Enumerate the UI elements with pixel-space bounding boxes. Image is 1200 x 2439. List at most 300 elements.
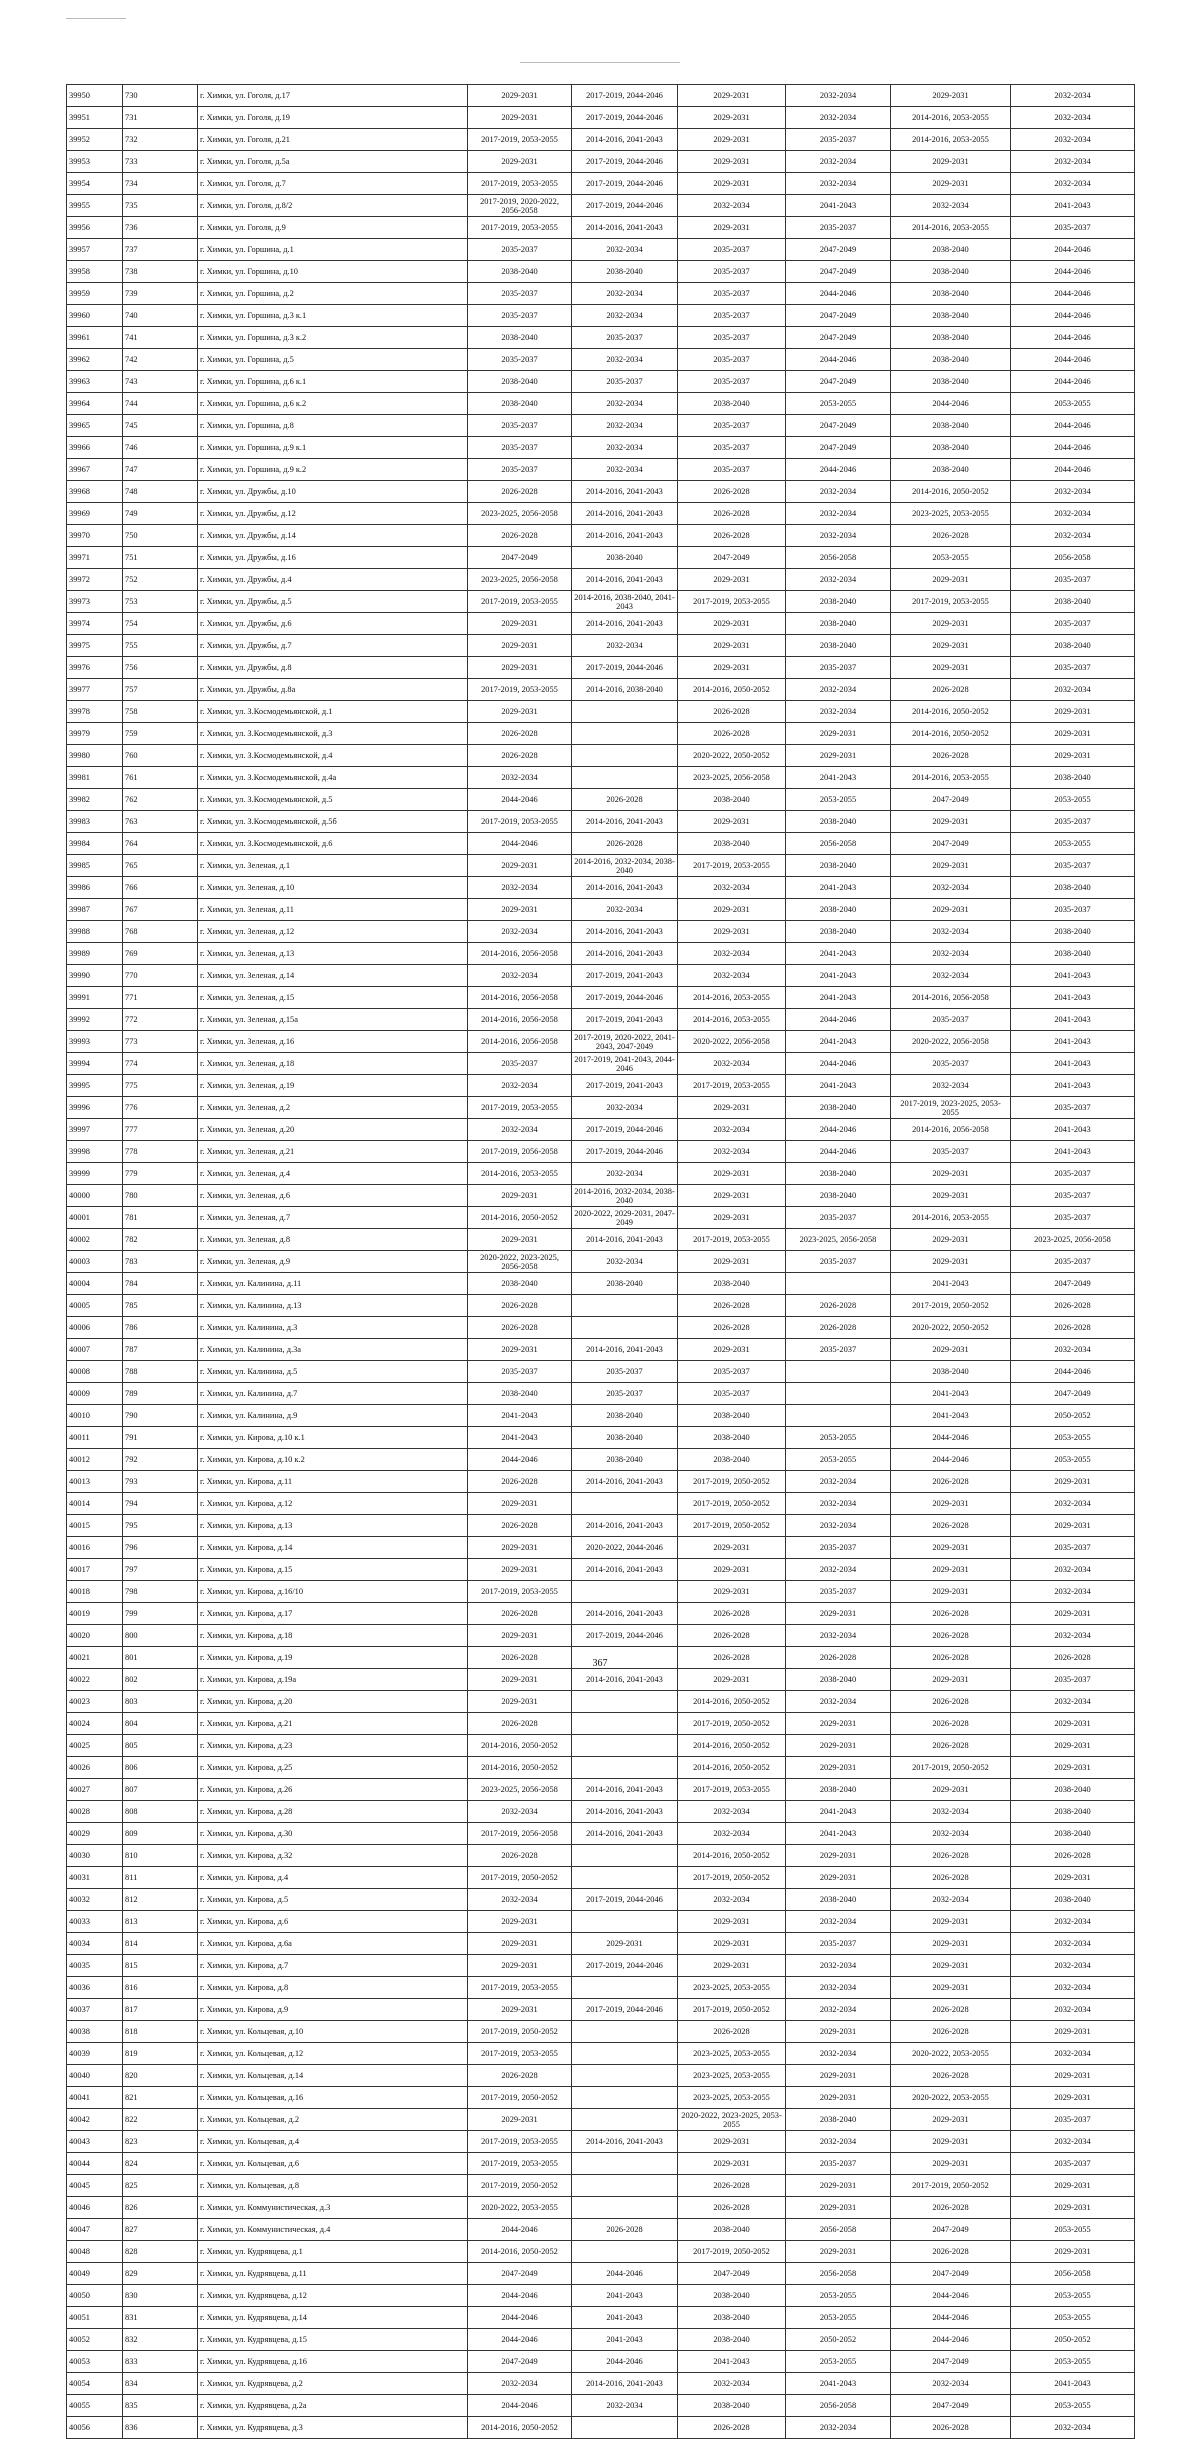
table-row (67, 393, 1135, 415)
period-4-cell: 2041-2043 (786, 767, 891, 789)
period-6-cell: 2053-2055 (1011, 2219, 1135, 2241)
period-4-cell: 2029-2031 (786, 2021, 891, 2043)
item-number-cell: 771 (123, 987, 198, 1009)
row-number-cell: 39964 (67, 393, 123, 415)
row-number-cell: 40052 (67, 2329, 123, 2351)
period-3-cell: 2020-2022, 2050-2052 (678, 745, 786, 767)
period-5-cell: 2044-2046 (891, 1449, 1011, 1471)
row-number-cell: 40032 (67, 1889, 123, 1911)
address-cell: г. Химки, ул. Горшина, д.6 к.2 (198, 393, 468, 415)
item-number-cell: 730 (123, 85, 198, 107)
address-cell: г. Химки, ул. Зеленая, д.6 (198, 1185, 468, 1207)
period-5-cell: 2017-2019, 2050-2052 (891, 1295, 1011, 1317)
period-3-cell: 2029-2031 (678, 569, 786, 591)
item-number-cell: 834 (123, 2373, 198, 2395)
period-3-cell: 2029-2031 (678, 1911, 786, 1933)
item-number-cell: 777 (123, 1119, 198, 1141)
period-5-cell: 2026-2028 (891, 1735, 1011, 1757)
period-2-cell: 2014-2016, 2041-2043 (572, 943, 678, 965)
period-4-cell: 2032-2034 (786, 1559, 891, 1581)
period-6-cell: 2035-2037 (1011, 2153, 1135, 2175)
period-1-cell: 2029-2031 (468, 1537, 572, 1559)
period-5-cell: 2038-2040 (891, 349, 1011, 371)
period-2-cell (572, 1911, 678, 1933)
period-4-cell: 2029-2031 (786, 1713, 891, 1735)
period-2-cell: 2032-2034 (572, 349, 678, 371)
period-5-cell: 2014-2016, 2053-2055 (891, 129, 1011, 151)
row-number-cell: 39950 (67, 85, 123, 107)
address-cell: г. Химки, ул. Зеленая, д.15 (198, 987, 468, 1009)
address-cell: г. Химки, ул. Зеленая, д.10 (198, 877, 468, 899)
table-row (67, 1955, 1135, 1977)
address-cell: г. Химки, ул. Кирова, д.8 (198, 1977, 468, 1999)
period-1-cell: 2029-2031 (468, 1691, 572, 1713)
period-1-cell: 2017-2019, 2053-2055 (468, 811, 572, 833)
period-5-cell: 2026-2028 (891, 679, 1011, 701)
period-6-cell: 2044-2046 (1011, 327, 1135, 349)
table-row (67, 2373, 1135, 2395)
period-2-cell (572, 2065, 678, 2087)
period-6-cell: 2029-2031 (1011, 723, 1135, 745)
period-2-cell: 2017-2019, 2044-2046 (572, 1999, 678, 2021)
period-4-cell: 2053-2055 (786, 2307, 891, 2329)
period-6-cell: 2032-2034 (1011, 1581, 1135, 1603)
period-5-cell: 2047-2049 (891, 2219, 1011, 2241)
period-3-cell: 2029-2031 (678, 85, 786, 107)
row-number-cell: 40020 (67, 1625, 123, 1647)
period-5-cell: 2026-2028 (891, 525, 1011, 547)
period-5-cell: 2029-2031 (891, 1163, 1011, 1185)
period-5-cell: 2041-2043 (891, 1383, 1011, 1405)
period-5-cell: 2026-2028 (891, 1647, 1011, 1669)
period-3-cell: 2026-2028 (678, 701, 786, 723)
item-number-cell: 763 (123, 811, 198, 833)
table-row (67, 195, 1135, 217)
period-2-cell: 2014-2016, 2041-2043 (572, 129, 678, 151)
period-2-cell: 2017-2019, 2044-2046 (572, 195, 678, 217)
item-number-cell: 823 (123, 2131, 198, 2153)
period-1-cell: 2026-2028 (468, 1317, 572, 1339)
item-number-cell: 820 (123, 2065, 198, 2087)
item-number-cell: 793 (123, 1471, 198, 1493)
period-4-cell: 2041-2043 (786, 195, 891, 217)
period-3-cell: 2029-2031 (678, 1185, 786, 1207)
period-6-cell: 2044-2046 (1011, 437, 1135, 459)
period-6-cell: 2026-2028 (1011, 1295, 1135, 1317)
period-5-cell: 2023-2025, 2053-2055 (891, 503, 1011, 525)
period-6-cell: 2053-2055 (1011, 393, 1135, 415)
item-number-cell: 822 (123, 2109, 198, 2131)
period-4-cell (786, 1273, 891, 1295)
period-1-cell: 2014-2016, 2050-2052 (468, 2241, 572, 2263)
period-6-cell: 2032-2034 (1011, 1911, 1135, 1933)
row-number-cell: 40028 (67, 1801, 123, 1823)
period-1-cell: 2038-2040 (468, 327, 572, 349)
row-number-cell: 39974 (67, 613, 123, 635)
table-row (67, 1603, 1135, 1625)
item-number-cell: 792 (123, 1449, 198, 1471)
period-3-cell: 2038-2040 (678, 2395, 786, 2417)
address-cell: г. Химки, ул. Зеленая, д.15а (198, 1009, 468, 1031)
address-cell: г. Химки, ул. Кирова, д.32 (198, 1845, 468, 1867)
period-2-cell: 2041-2043 (572, 2307, 678, 2329)
period-1-cell: 2017-2019, 2053-2055 (468, 173, 572, 195)
period-2-cell: 2035-2037 (572, 1383, 678, 1405)
period-3-cell: 2026-2028 (678, 2197, 786, 2219)
period-4-cell: 2047-2049 (786, 415, 891, 437)
period-5-cell: 2020-2022, 2053-2055 (891, 2043, 1011, 2065)
row-number-cell: 39989 (67, 943, 123, 965)
period-5-cell: 2032-2034 (891, 2373, 1011, 2395)
period-3-cell: 2026-2028 (678, 1647, 786, 1669)
period-2-cell: 2032-2034 (572, 1163, 678, 1185)
period-6-cell: 2038-2040 (1011, 943, 1135, 965)
address-cell: г. Химки, ул. Кирова, д.4 (198, 1867, 468, 1889)
period-1-cell: 2032-2034 (468, 921, 572, 943)
period-5-cell: 2026-2028 (891, 2021, 1011, 2043)
period-3-cell: 2032-2034 (678, 1823, 786, 1845)
period-4-cell: 2044-2046 (786, 1053, 891, 1075)
row-number-cell: 39978 (67, 701, 123, 723)
address-cell: г. Химки, ул. Кирова, д.16/10 (198, 1581, 468, 1603)
table-row (67, 2175, 1135, 2197)
item-number-cell: 800 (123, 1625, 198, 1647)
row-number-cell: 40021 (67, 1647, 123, 1669)
period-4-cell: 2038-2040 (786, 1185, 891, 1207)
address-cell: г. Химки, ул. Кирова, д.9 (198, 1999, 468, 2021)
row-number-cell: 39993 (67, 1031, 123, 1053)
item-number-cell: 748 (123, 481, 198, 503)
row-number-cell: 39968 (67, 481, 123, 503)
row-number-cell: 40044 (67, 2153, 123, 2175)
row-number-cell: 39988 (67, 921, 123, 943)
period-4-cell: 2056-2058 (786, 833, 891, 855)
address-cell: г. Химки, ул. Зеленая, д.2 (198, 1097, 468, 1119)
period-3-cell: 2029-2031 (678, 811, 786, 833)
period-1-cell: 2047-2049 (468, 547, 572, 569)
item-number-cell: 768 (123, 921, 198, 943)
period-3-cell: 2029-2031 (678, 1955, 786, 1977)
address-cell: г. Химки, ул. Кирова, д.15 (198, 1559, 468, 1581)
table-row (67, 1735, 1135, 1757)
period-6-cell: 2032-2034 (1011, 151, 1135, 173)
period-1-cell: 2038-2040 (468, 371, 572, 393)
period-4-cell: 2041-2043 (786, 965, 891, 987)
table-row (67, 1317, 1135, 1339)
period-5-cell: 2047-2049 (891, 2263, 1011, 2285)
address-cell: г. Химки, ул. Кудрявцева, д.14 (198, 2307, 468, 2329)
table-row (67, 459, 1135, 481)
period-5-cell: 2047-2049 (891, 789, 1011, 811)
period-3-cell: 2026-2028 (678, 1625, 786, 1647)
row-number-cell: 40036 (67, 1977, 123, 1999)
period-1-cell: 2032-2034 (468, 1889, 572, 1911)
period-4-cell: 2044-2046 (786, 459, 891, 481)
period-1-cell: 2029-2031 (468, 701, 572, 723)
row-number-cell: 40023 (67, 1691, 123, 1713)
item-number-cell: 776 (123, 1097, 198, 1119)
period-4-cell: 2047-2049 (786, 437, 891, 459)
period-6-cell: 2032-2034 (1011, 525, 1135, 547)
period-3-cell: 2014-2016, 2050-2052 (678, 1845, 786, 1867)
period-4-cell: 2032-2034 (786, 1999, 891, 2021)
table-row (67, 855, 1135, 877)
period-6-cell: 2044-2046 (1011, 1361, 1135, 1383)
table-row (67, 173, 1135, 195)
item-number-cell: 744 (123, 393, 198, 415)
row-number-cell: 39983 (67, 811, 123, 833)
address-cell: г. Химки, ул. Кольцевая, д.10 (198, 2021, 468, 2043)
period-1-cell: 2047-2049 (468, 2263, 572, 2285)
table-row (67, 1559, 1135, 1581)
period-6-cell: 2035-2037 (1011, 2109, 1135, 2131)
period-1-cell: 2026-2028 (468, 1713, 572, 1735)
period-5-cell: 2029-2031 (891, 635, 1011, 657)
period-2-cell: 2014-2016, 2041-2043 (572, 877, 678, 899)
period-4-cell: 2041-2043 (786, 987, 891, 1009)
row-number-cell: 39951 (67, 107, 123, 129)
period-2-cell (572, 1493, 678, 1515)
item-number-cell: 736 (123, 217, 198, 239)
period-4-cell: 2044-2046 (786, 1009, 891, 1031)
item-number-cell: 803 (123, 1691, 198, 1713)
address-cell: г. Химки, ул. Калинина, д.7 (198, 1383, 468, 1405)
period-4-cell: 2041-2043 (786, 1823, 891, 1845)
period-4-cell: 2041-2043 (786, 2373, 891, 2395)
period-2-cell: 2038-2040 (572, 1427, 678, 1449)
address-cell: г. Химки, ул. Кирова, д.28 (198, 1801, 468, 1823)
period-2-cell: 2032-2034 (572, 415, 678, 437)
period-6-cell: 2035-2037 (1011, 657, 1135, 679)
period-1-cell: 2020-2022, 2053-2055 (468, 2197, 572, 2219)
item-number-cell: 830 (123, 2285, 198, 2307)
period-1-cell: 2017-2019, 2053-2055 (468, 591, 572, 613)
period-4-cell: 2032-2034 (786, 569, 891, 591)
item-number-cell: 835 (123, 2395, 198, 2417)
period-5-cell: 2026-2028 (891, 745, 1011, 767)
period-3-cell: 2035-2037 (678, 305, 786, 327)
table-row (67, 2131, 1135, 2153)
period-5-cell: 2038-2040 (891, 459, 1011, 481)
period-6-cell: 2044-2046 (1011, 459, 1135, 481)
row-number-cell: 40054 (67, 2373, 123, 2395)
period-1-cell: 2029-2031 (468, 1955, 572, 1977)
period-2-cell: 2026-2028 (572, 2219, 678, 2241)
row-number-cell: 39963 (67, 371, 123, 393)
period-5-cell: 2032-2034 (891, 1823, 1011, 1845)
period-6-cell: 2053-2055 (1011, 2395, 1135, 2417)
address-cell: г. Химки, ул. Кирова, д.23 (198, 1735, 468, 1757)
period-4-cell: 2032-2034 (786, 2043, 891, 2065)
row-number-cell: 40050 (67, 2285, 123, 2307)
period-1-cell: 2023-2025, 2056-2058 (468, 503, 572, 525)
period-6-cell: 2056-2058 (1011, 2263, 1135, 2285)
item-number-cell: 750 (123, 525, 198, 547)
period-4-cell: 2041-2043 (786, 877, 891, 899)
period-3-cell: 2029-2031 (678, 1537, 786, 1559)
period-3-cell: 2035-2037 (678, 1383, 786, 1405)
period-3-cell: 2023-2025, 2053-2055 (678, 1977, 786, 1999)
address-cell: г. Химки, ул. Горшина, д.6 к.1 (198, 371, 468, 393)
address-cell: г. Химки, ул. Калинина, д.13 (198, 1295, 468, 1317)
period-2-cell: 2035-2037 (572, 371, 678, 393)
row-number-cell: 39991 (67, 987, 123, 1009)
period-6-cell: 2029-2031 (1011, 1603, 1135, 1625)
period-2-cell: 2014-2016, 2041-2043 (572, 217, 678, 239)
period-2-cell: 2032-2034 (572, 1097, 678, 1119)
table-row (67, 437, 1135, 459)
row-number-cell: 40055 (67, 2395, 123, 2417)
table-row (67, 1493, 1135, 1515)
period-6-cell: 2029-2031 (1011, 1471, 1135, 1493)
row-number-cell: 39953 (67, 151, 123, 173)
period-4-cell: 2053-2055 (786, 2351, 891, 2373)
period-2-cell: 2014-2016, 2032-2034, 2038-2040 (572, 855, 678, 877)
period-1-cell: 2017-2019, 2056-2058 (468, 1823, 572, 1845)
period-5-cell: 2014-2016, 2053-2055 (891, 217, 1011, 239)
period-3-cell: 2032-2034 (678, 195, 786, 217)
period-4-cell: 2035-2037 (786, 2153, 891, 2175)
period-6-cell: 2035-2037 (1011, 613, 1135, 635)
item-number-cell: 827 (123, 2219, 198, 2241)
period-1-cell: 2017-2019, 2020-2022, 2056-2058 (468, 195, 572, 217)
row-number-cell: 40007 (67, 1339, 123, 1361)
period-5-cell: 2029-2031 (891, 855, 1011, 877)
table-row (67, 327, 1135, 349)
period-6-cell: 2041-2043 (1011, 1119, 1135, 1141)
period-3-cell: 2017-2019, 2053-2055 (678, 1229, 786, 1251)
period-6-cell: 2053-2055 (1011, 2285, 1135, 2307)
period-6-cell: 2050-2052 (1011, 2329, 1135, 2351)
period-4-cell: 2056-2058 (786, 2219, 891, 2241)
address-cell: г. Химки, ул. Кудрявцева, д.12 (198, 2285, 468, 2307)
period-3-cell: 2014-2016, 2050-2052 (678, 1757, 786, 1779)
period-3-cell: 2023-2025, 2056-2058 (678, 767, 786, 789)
period-4-cell: 2032-2034 (786, 1691, 891, 1713)
address-cell: г. Химки, ул. Кирова, д.30 (198, 1823, 468, 1845)
item-number-cell: 816 (123, 1977, 198, 1999)
row-number-cell: 39990 (67, 965, 123, 987)
address-cell: г. Химки, ул. З.Космодемьянской, д.3 (198, 723, 468, 745)
period-5-cell: 2038-2040 (891, 261, 1011, 283)
period-5-cell: 2035-2037 (891, 1053, 1011, 1075)
table-row (67, 1779, 1135, 1801)
item-number-cell: 760 (123, 745, 198, 767)
period-1-cell: 2014-2016, 2056-2058 (468, 943, 572, 965)
period-4-cell: 2023-2025, 2056-2058 (786, 1229, 891, 1251)
period-2-cell: 2032-2034 (572, 239, 678, 261)
period-6-cell: 2035-2037 (1011, 1537, 1135, 1559)
row-number-cell: 40035 (67, 1955, 123, 1977)
period-2-cell: 2014-2016, 2041-2043 (572, 2131, 678, 2153)
row-number-cell: 40030 (67, 1845, 123, 1867)
period-5-cell: 2041-2043 (891, 1405, 1011, 1427)
row-number-cell: 40024 (67, 1713, 123, 1735)
period-2-cell (572, 2241, 678, 2263)
address-cell: г. Химки, ул. Дружбы, д.14 (198, 525, 468, 547)
period-1-cell: 2035-2037 (468, 239, 572, 261)
table-row (67, 1889, 1135, 1911)
table-row (67, 349, 1135, 371)
period-6-cell: 2032-2034 (1011, 1339, 1135, 1361)
period-5-cell: 2014-2016, 2056-2058 (891, 1119, 1011, 1141)
address-cell: г. Химки, ул. Дружбы, д.8а (198, 679, 468, 701)
period-4-cell: 2035-2037 (786, 129, 891, 151)
period-6-cell: 2035-2037 (1011, 569, 1135, 591)
address-cell: г. Химки, ул. Кудрявцева, д.3 (198, 2417, 468, 2439)
period-5-cell: 2020-2022, 2056-2058 (891, 1031, 1011, 1053)
table-row (67, 723, 1135, 745)
period-1-cell: 2035-2037 (468, 415, 572, 437)
address-cell: г. Химки, ул. Зеленая, д.21 (198, 1141, 468, 1163)
period-1-cell: 2035-2037 (468, 283, 572, 305)
item-number-cell: 766 (123, 877, 198, 899)
table-row (67, 2109, 1135, 2131)
period-1-cell: 2035-2037 (468, 349, 572, 371)
period-2-cell: 2017-2019, 2044-2046 (572, 657, 678, 679)
period-2-cell: 2017-2019, 2041-2043 (572, 965, 678, 987)
item-number-cell: 799 (123, 1603, 198, 1625)
table-row (67, 1053, 1135, 1075)
row-number-cell: 40025 (67, 1735, 123, 1757)
period-3-cell: 2032-2034 (678, 1119, 786, 1141)
row-number-cell: 40010 (67, 1405, 123, 1427)
period-4-cell: 2029-2031 (786, 2241, 891, 2263)
period-3-cell: 2047-2049 (678, 547, 786, 569)
item-number-cell: 752 (123, 569, 198, 591)
period-4-cell: 2029-2031 (786, 2197, 891, 2219)
period-2-cell: 2014-2016, 2041-2043 (572, 503, 678, 525)
period-4-cell: 2038-2040 (786, 613, 891, 635)
period-4-cell: 2032-2034 (786, 1977, 891, 1999)
period-2-cell: 2026-2028 (572, 789, 678, 811)
period-4-cell: 2053-2055 (786, 789, 891, 811)
table-row (67, 1669, 1135, 1691)
period-3-cell: 2026-2028 (678, 2417, 786, 2439)
period-1-cell: 2017-2019, 2050-2052 (468, 2175, 572, 2197)
item-number-cell: 808 (123, 1801, 198, 1823)
table-row (67, 1031, 1135, 1053)
period-1-cell: 2017-2019, 2053-2055 (468, 2131, 572, 2153)
table-row (67, 305, 1135, 327)
period-2-cell: 2017-2019, 2041-2043 (572, 1009, 678, 1031)
period-5-cell: 2026-2028 (891, 1625, 1011, 1647)
item-number-cell: 790 (123, 1405, 198, 1427)
period-6-cell: 2050-2052 (1011, 1405, 1135, 1427)
row-number-cell: 39952 (67, 129, 123, 151)
address-cell: г. Химки, ул. Кирова, д.17 (198, 1603, 468, 1625)
row-number-cell: 40046 (67, 2197, 123, 2219)
period-5-cell: 2029-2031 (891, 811, 1011, 833)
period-1-cell: 2029-2031 (468, 657, 572, 679)
period-2-cell: 2014-2016, 2041-2043 (572, 811, 678, 833)
row-number-cell: 40016 (67, 1537, 123, 1559)
address-cell: г. Химки, ул. Кирова, д.18 (198, 1625, 468, 1647)
period-3-cell: 2038-2040 (678, 789, 786, 811)
period-1-cell: 2014-2016, 2053-2055 (468, 1163, 572, 1185)
period-3-cell: 2017-2019, 2050-2052 (678, 2241, 786, 2263)
period-4-cell: 2032-2034 (786, 1911, 891, 1933)
period-3-cell: 2032-2034 (678, 943, 786, 965)
row-number-cell: 39972 (67, 569, 123, 591)
period-1-cell: 2038-2040 (468, 393, 572, 415)
period-4-cell: 2026-2028 (786, 1317, 891, 1339)
item-number-cell: 783 (123, 1251, 198, 1273)
period-4-cell: 2056-2058 (786, 547, 891, 569)
period-2-cell: 2032-2034 (572, 1251, 678, 1273)
period-6-cell: 2047-2049 (1011, 1383, 1135, 1405)
period-1-cell: 2014-2016, 2050-2052 (468, 2417, 572, 2439)
